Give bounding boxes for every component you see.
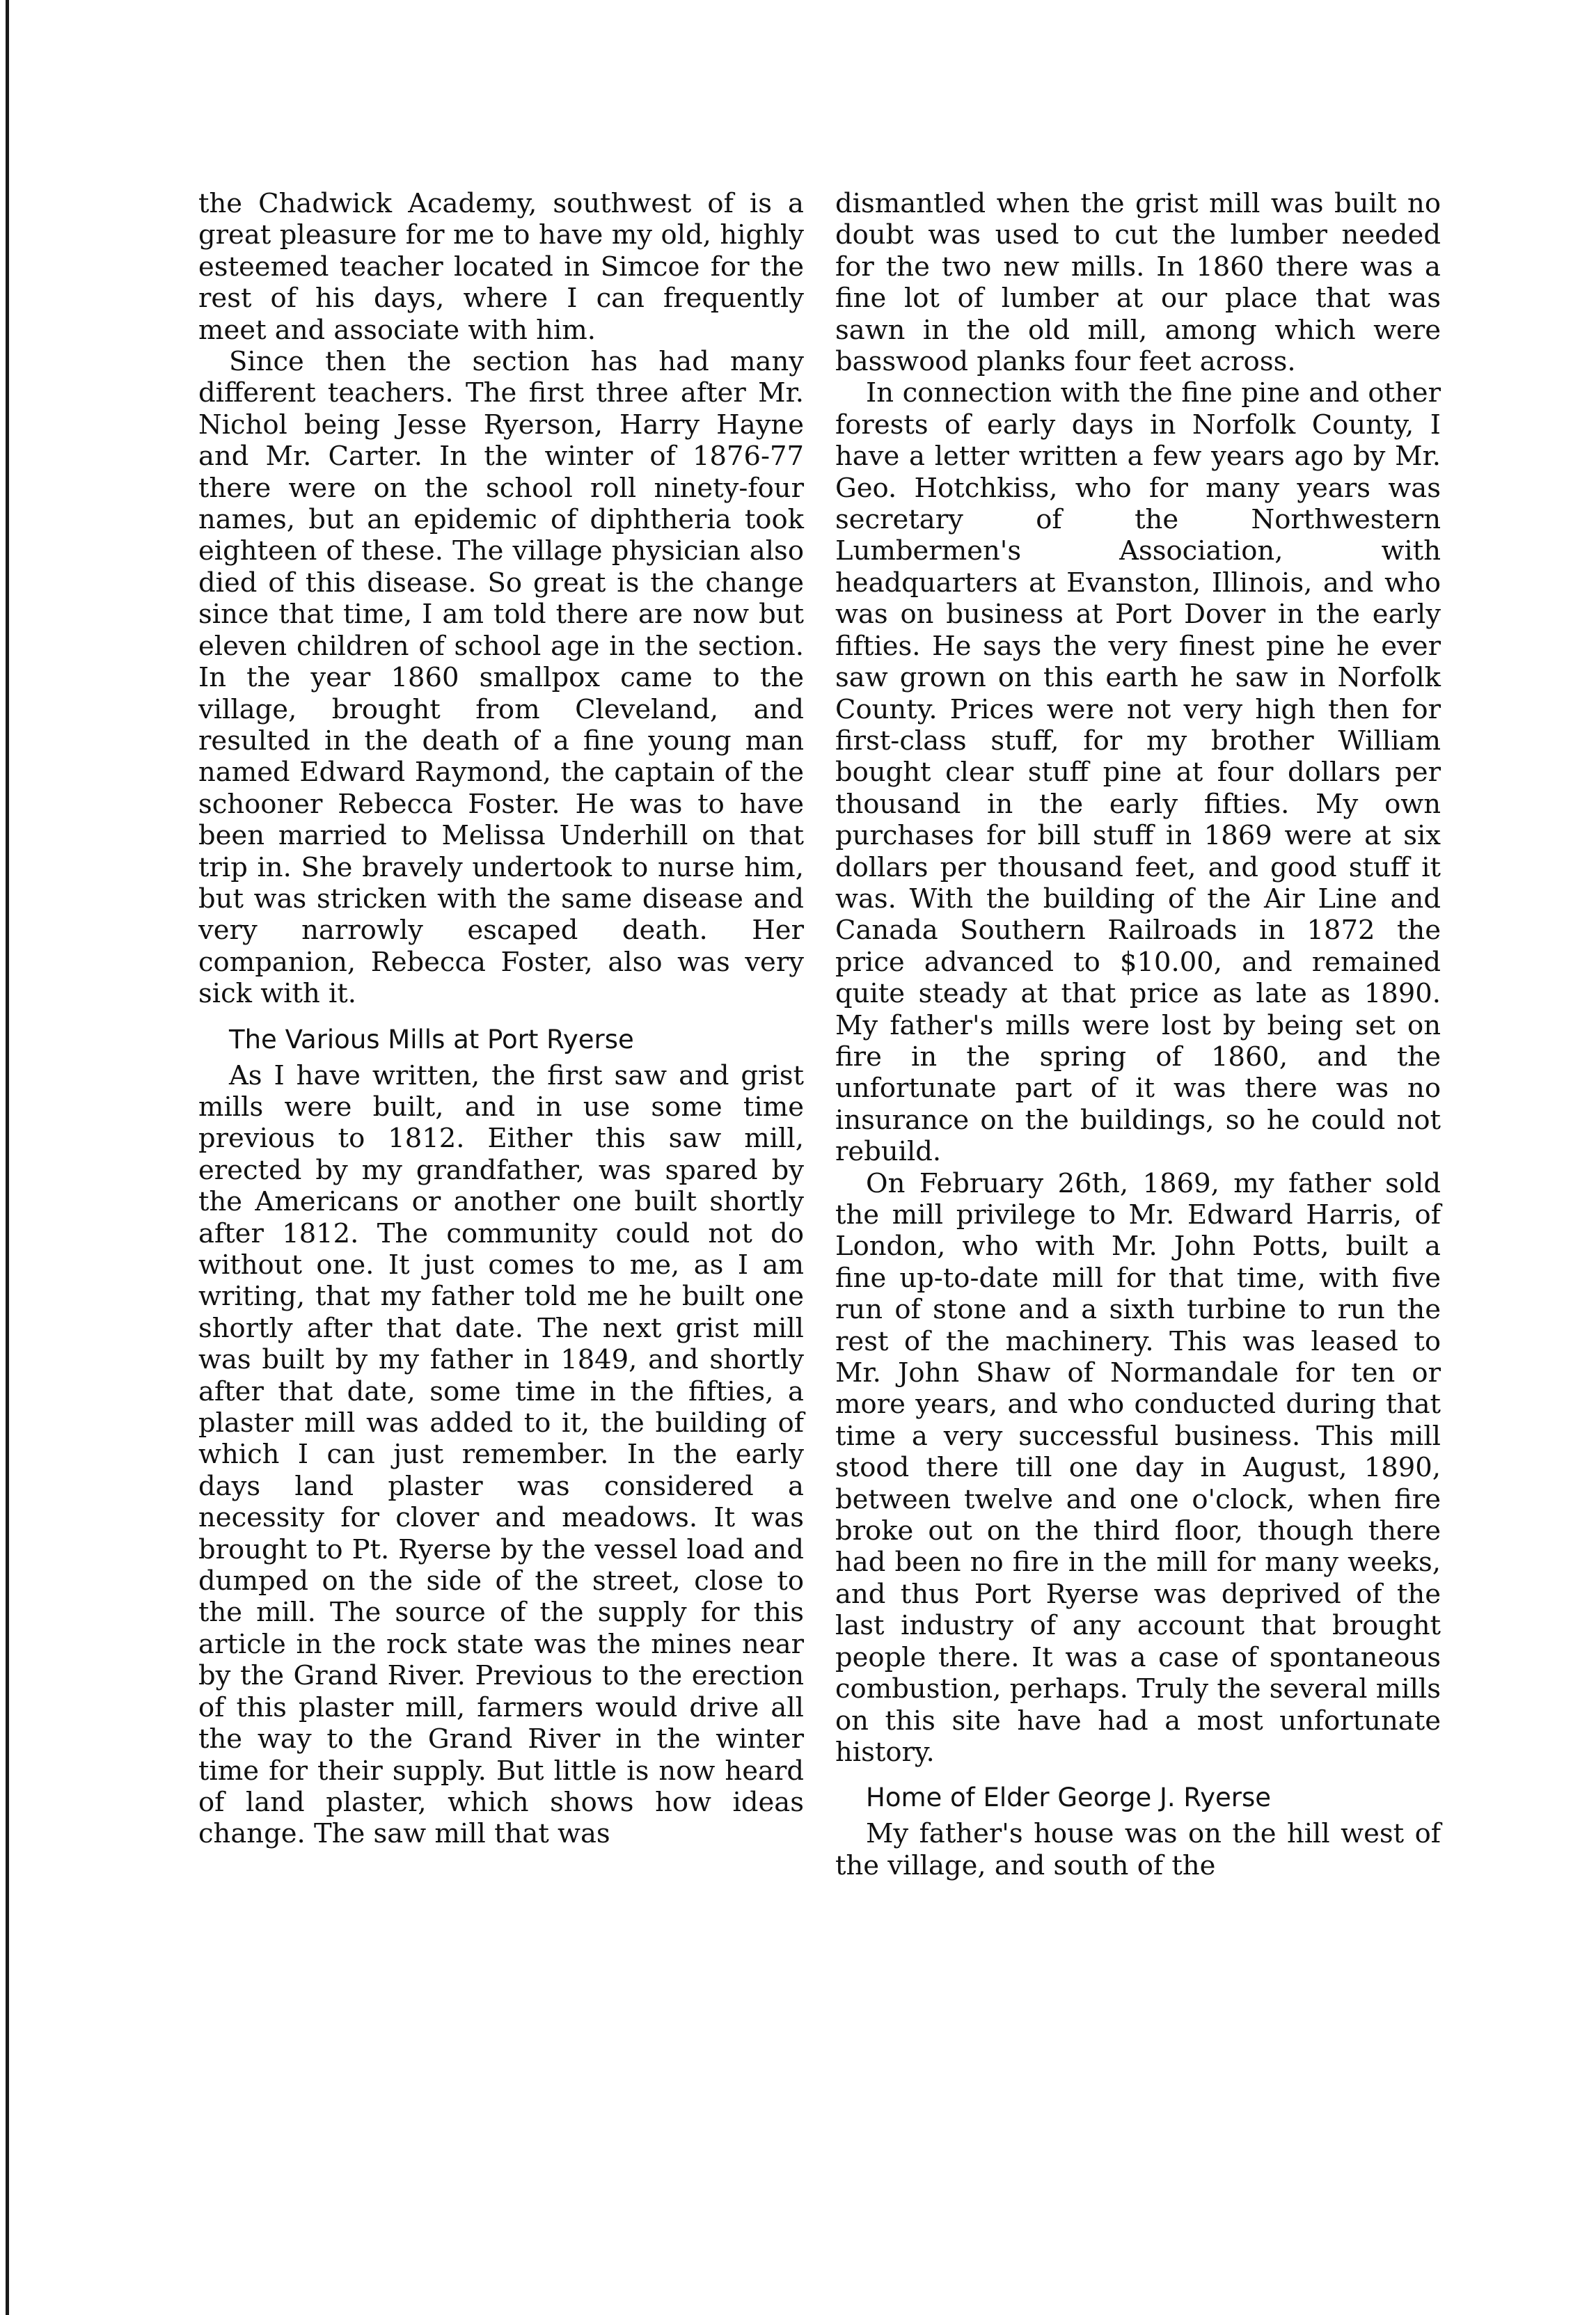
paragraph: As I have written, the first saw and grist mills were built, and in use some time previous to 1812. Either this saw mill, erected by my grandfather, was spared by the Americans or another one built shortly after 1812. The community could not do without one. It just comes to me, as I am writing, that my father told me he built one shortly after that date. The next grist mill was built by my father in 1849, and shortly after that date, some time in the fifties, a plaster mill was added to it, the building of which I can just remember. In the early days land plaster was considered a necessity for clover and meadows. It was brought to Pt. Ryerse by the vessel load and dumped on the side of the street, close to the mill. The source of the supply for this article in the rock state was the mines near by the Grand River. Previous to the erection of this plaster mill, farmers would drive all the way to the Grand River in the winter time for their supply. But little is now heard of land plaster, which shows how ideas change. The saw mill that was — [198, 1059, 804, 1850]
right-column — [835, 188, 1441, 1881]
paragraph: On February 26th, 1869, my father sold the mill privilege to Mr. Edward Harris, of London, who with Mr. John Potts, built a fine up-to-date mill for that time, with five run of stone and a sixth turbine to run the rest of the machinery. This was leased to Mr. John Shaw of Normandale for ten or more years, and who conducted during that time a very successful business. This mill stood there till one day in August, 1890, between twelve and one o'clock, when fire broke out on the third floor, though there had been no fire in the mill for many weeks, and thus Port Ryerse was deprived of the last industry of any account that brought people there. It was a case of spontaneous combustion, perhaps. Truly the several mills on this site have had a most unfortunate history. — [835, 1167, 1441, 1768]
left-column — [198, 188, 804, 1850]
page-margin-rule — [6, 0, 9, 2315]
section-heading-mills: The Various Mills at Port Ryerse — [229, 1024, 634, 1054]
paragraph: In connection with the fine pine and other forests of early days in Norfolk County, I have a letter written a few years ago by Mr. Geo. Hotchkiss, who for many years was secretary of the Northwestern Lumbermen's Association, with headquarters at Evanston, Illinois, and who was on business at Port Dover in the early fifties. He says the very finest pine he ever saw grown on this earth he saw in Norfolk County. Prices were not very high then for first-class stuff, for my brother William bought clear stuff pine at four dollars per thousand in the early fifties. My own purchases for bill stuff in 1869 were at six dollars per thousand feet, and good stuff it was. With the building of the Air Line and Canada Southern Railroads in 1872 the price advanced to $10.00, and remained quite steady at that price as late as 1890. My father's mills were lost by being set on fire in the spring of 1860, and the unfortunate part of it was there was no insurance on the buildings, so he could not rebuild. — [835, 377, 1441, 1168]
paragraph: dismantled when the grist mill was built no doubt was used to cut the lumber needed for the two new mills. In 1860 there was a fine lot of lumber at our place that was sawn in the old mill, among which were basswood planks four feet across. — [835, 188, 1441, 378]
paragraph: the Chadwick Academy, southwest of is a great pleasure for me to have my old, highly esteemed teacher located in Simcoe for the rest of his days, where I can frequently meet and associate with him. — [198, 188, 804, 346]
section-heading-home: Home of Elder George J. Ryerse — [866, 1783, 1272, 1813]
paragraph: My father's house was on the hill west of the village, and south of the — [835, 1818, 1441, 1881]
paragraph: Since then the section has had many different teachers. The first three after Mr. Nichol being Jesse Ryerson, Harry Hayne and Mr. Carter. In the winter of 1876-77 there were on the school roll ninety-four names, but an epidemic of diphtheria took eighteen of these. The village physician also died of this disease. So great is the change since that time, I am told there are now but eleven children of school age in the section. In the year 1860 smallpox came to the village, brought from Cleveland, and resulted in the death of a fine young man named Edward Raymond, the captain of the schooner Rebecca Foster. He was to have been married to Melissa Underhill on that trip in. She bravely undertook to nurse him, but was stricken with the same disease and very narrowly escaped death. Her companion, Rebecca Foster, also was very sick with it. — [198, 346, 804, 1010]
